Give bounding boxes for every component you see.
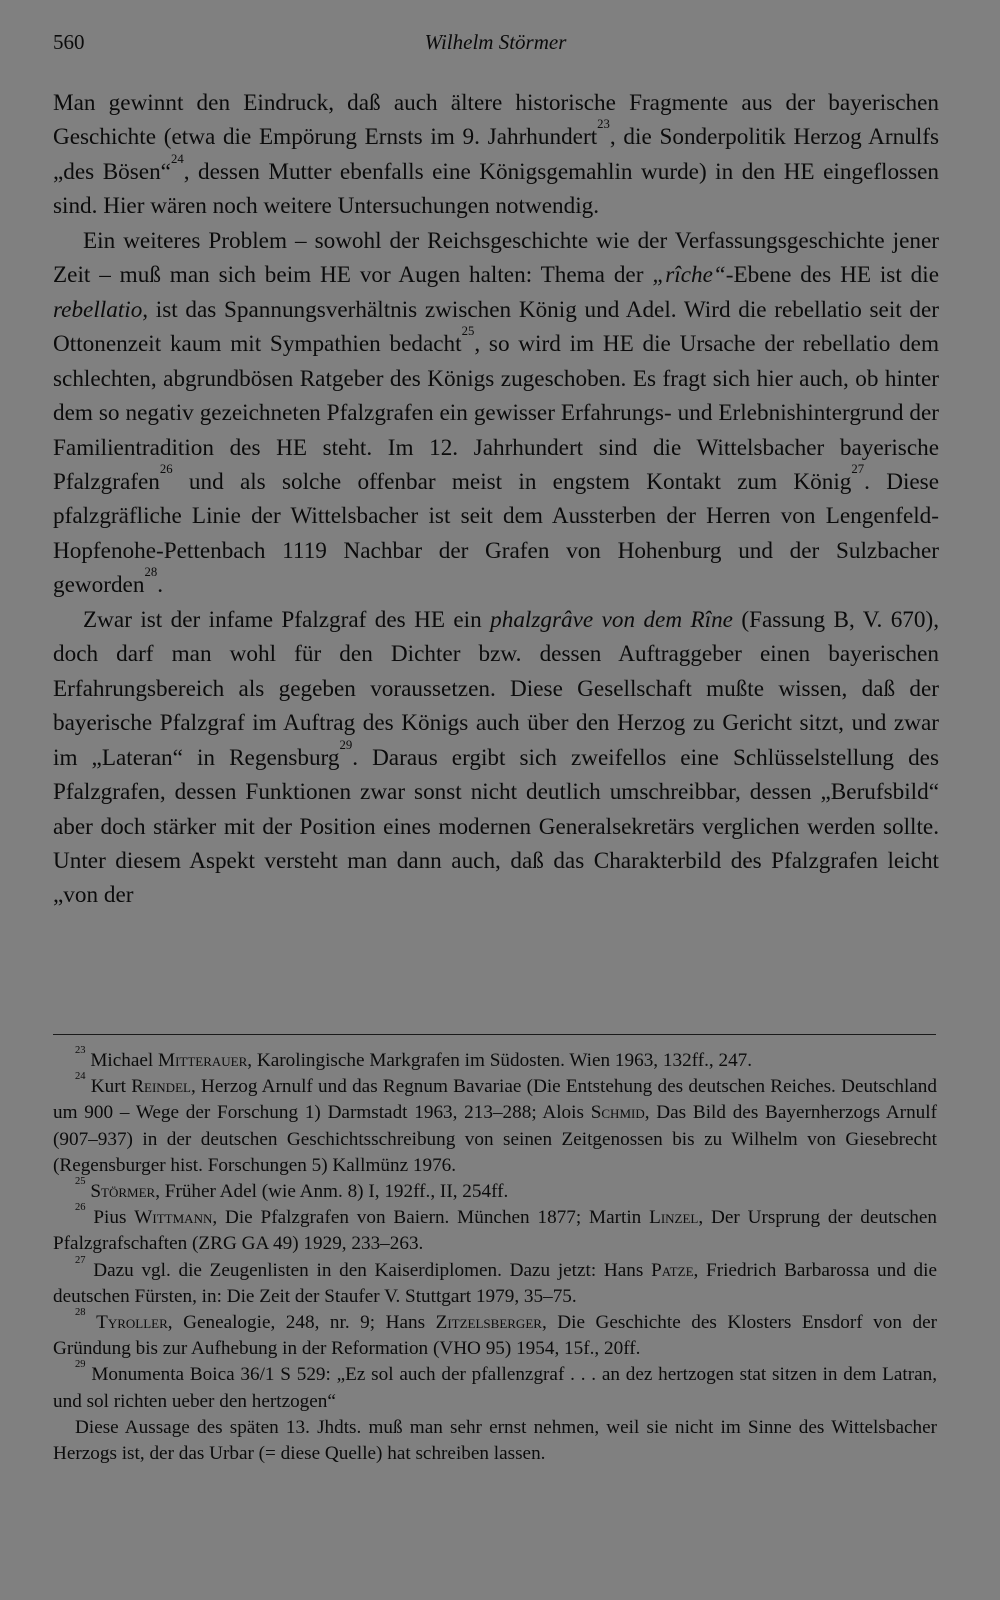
text-run: , Der Ursprung der deutschen Pfalzgrafschaften (ZRG GA 49) 1929, 233–263. bbox=[53, 1207, 937, 1255]
page-header bbox=[53, 30, 938, 64]
author-name: Mitterauer bbox=[158, 1050, 248, 1071]
text-run: . Daraus ergibt sich zweifellos eine Schlüsselstellung des Pfalzgrafen, dessen Funktionen zwar sonst nicht deutlich umschreibbar, dessen „Berufsbild“ aber doch stärker mit der Position eines modernen Generalsekretärs verglichen werden sollte. Unter diesem Aspekt versteht man dann auch, daß das Charakterbild des Pfalzgrafen leicht „von der bbox=[53, 744, 939, 909]
author-name: Zitzelsberger bbox=[435, 1312, 542, 1334]
paragraph-2 bbox=[53, 224, 939, 603]
text-run: , Die Geschichte des Klosters Ensdorf von der Gründung bis zur Aufhebung in der Reformation (VHO 95) 1954, 15f., 20ff. bbox=[53, 1312, 937, 1360]
text-run: Michael bbox=[85, 1050, 159, 1071]
text-run: Monumenta Boica 36/1 S 529: „Ez sol auch der pfallenzgraf . . . an dez hertzogen stat sitzen in dem Latran, und sol richten ueber den hertzogen“ bbox=[53, 1364, 937, 1412]
footnote-number: 28 bbox=[75, 1307, 86, 1319]
footnote-ref: 24 bbox=[170, 151, 184, 166]
footnote-number: 29 bbox=[75, 1359, 86, 1371]
text-run: , Die Pfalzgrafen von Baiern. München 1877; Martin bbox=[212, 1207, 650, 1229]
footnote-24 bbox=[53, 1071, 937, 1179]
footnote-26 bbox=[53, 1202, 937, 1257]
footnote-ref: 29 bbox=[339, 737, 353, 752]
text-run: ist das Spannungsverhältnis zwischen König und Adel. Wird die rebellatio seit der Ottonenzeit kaum mit Sympathien bedacht bbox=[53, 296, 939, 358]
author-name: Störmer bbox=[90, 1181, 156, 1203]
footnotes bbox=[53, 1045, 937, 1467]
text-run: , die Sonderpolitik Herzog Arnulfs „des Bösen“ bbox=[53, 124, 939, 185]
footnote-divider bbox=[53, 1034, 936, 1035]
footnote-27 bbox=[53, 1254, 937, 1310]
text-run: -Ebene des HE ist die bbox=[725, 262, 939, 289]
text-run: , so wird im HE die Ursache der rebellatio dem schlechten, abgrundbösen Ratgeber des Königs zugeschoben. Es fragt sich hier auch, ob hinter dem so negativ gezeichneten Pfalzgrafen ein gewisser Erfahrungs- und Erlebnishintergrund der Familientradition des HE steht. Im 12. Jahrhundert sind die Wittelsbacher bayerische Pfalzgrafen bbox=[53, 331, 939, 495]
text-run: Pius bbox=[85, 1207, 135, 1229]
author-name: Patze bbox=[651, 1259, 694, 1281]
text-run: , Früher Adel (wie Anm. 8) I, 192ff., II, 254ff. bbox=[155, 1181, 509, 1203]
text-run: Zwar ist der infame Pfalzgraf des HE ein bbox=[83, 606, 491, 633]
footnote-28 bbox=[53, 1307, 937, 1362]
paragraph-1 bbox=[53, 86, 939, 224]
text-run: Kurt bbox=[85, 1076, 132, 1098]
footnote-29-continuation: Diese Aussage des späten 13. Jhdts. muß man sehr ernst nehmen, weil sie nicht im Sinne des Wittelsbacher Herzogs ist, der das Urbar (= diese Quelle) hat schreiben lassen. bbox=[53, 1416, 937, 1465]
author-name: Tyroller bbox=[96, 1312, 168, 1334]
footnote-25 bbox=[53, 1176, 937, 1205]
text-run: . Diese pfalzgräfliche Linie der Wittelsbacher ist seit dem Aussterben der Herren von Lengenfeld-Hopfenohe-Pettenbach 1119 Nachbar der Grafen von Hohenburg und der Sulzbacher geworden bbox=[53, 468, 939, 599]
footnote-number: 27 bbox=[75, 1254, 86, 1266]
footnote-number: 26 bbox=[75, 1202, 86, 1214]
author-name: Reindel bbox=[131, 1076, 191, 1098]
author-name: Wittmann bbox=[134, 1207, 213, 1229]
italic-term: phalzgrâve von dem Rîne bbox=[490, 606, 733, 633]
text-run: , Das Bild des Bayernherzogs Arnulf (907–937) in der deutschen Geschichtsschreibung von seinen Zeitgenossen bis zu Wilhelm von Giesebrecht (Regensburger hist. Forschungen 5) Kallmünz 1976. bbox=[53, 1102, 937, 1176]
text-run bbox=[86, 1312, 97, 1333]
footnote-29 bbox=[53, 1359, 937, 1414]
running-head: Wilhelm Störmer bbox=[424, 30, 567, 54]
text-run: Ein weiteres Problem – sowohl der Reichsgeschichte wie der Verfassungsgeschichte jener Zeit – muß man sich beim HE vor Augen halten: Thema der bbox=[53, 227, 939, 289]
text-run: . bbox=[157, 572, 163, 599]
text-run: , Herzog Arnulf und das Regnum Bavariae (Die Entstehung des deutschen Reiches. Deutschland um 900 – Wege der Forschung 1) Darmstadt 1963, 213–288; Alois bbox=[53, 1076, 937, 1124]
footnote-ref: 28 bbox=[144, 565, 158, 580]
text-run: , Karolingische Markgrafen im Südosten. Wien 1963, 132ff., 247. bbox=[247, 1050, 753, 1071]
text-run: und als solche offenbar meist in engstem Kontakt zum König bbox=[172, 468, 852, 495]
text-run: Man gewinnt den Eindruck, daß auch ältere historische Fragmente aus der bayerischen Geschichte (etwa die Empörung Ernsts im 9. Jahrhundert bbox=[53, 90, 939, 151]
footnote-number: 24 bbox=[75, 1071, 86, 1083]
text-run: , dessen Mutter ebenfalls eine Königsgemahlin wurde) in den HE eingeflossen sind. Hier wären noch weitere Untersuchungen notwendig. bbox=[53, 158, 939, 220]
text-run: (Fassung B, V. 670), doch darf man wohl für den Dichter bzw. dessen Auftraggeber einen bayerischen Erfahrungsbereich als gegeben voraussetzen. Diese Gesellschaft mußte wissen, daß der bayerische Pfalzgraf im Auftrag des Königs auch über den Herzog zu Gericht sitzt, und zwar im „Lateran“ in Regensburg bbox=[53, 606, 939, 771]
text-run: , Genealogie, 248, nr. 9; Hans bbox=[167, 1312, 436, 1334]
body-text bbox=[53, 86, 939, 913]
italic-term: „rîche“ bbox=[652, 262, 726, 289]
footnote-number: 25 bbox=[75, 1176, 86, 1188]
paragraph-3 bbox=[53, 603, 939, 913]
footnote-ref: 27 bbox=[851, 461, 865, 476]
author-name: Linzel bbox=[649, 1207, 699, 1229]
footnote-number: 23 bbox=[75, 1045, 86, 1056]
footnote-23 bbox=[53, 1045, 937, 1074]
page-number: 560 bbox=[53, 30, 85, 54]
footnote-ref: 23 bbox=[597, 117, 610, 132]
footnote-ref: 26 bbox=[159, 461, 173, 476]
author-name: Schmid bbox=[590, 1102, 645, 1124]
italic-term: rebellatio, bbox=[53, 296, 149, 323]
text-run: , Friedrich Barbarossa und die deutschen Fürsten, in: Die Zeit der Staufer V. Stuttgart 1979, 35–75. bbox=[53, 1259, 937, 1307]
text-run: Dazu vgl. die Zeugenlisten in den Kaiserdiplomen. Dazu jetzt: Hans bbox=[85, 1259, 652, 1281]
footnote-ref: 25 bbox=[461, 324, 475, 339]
